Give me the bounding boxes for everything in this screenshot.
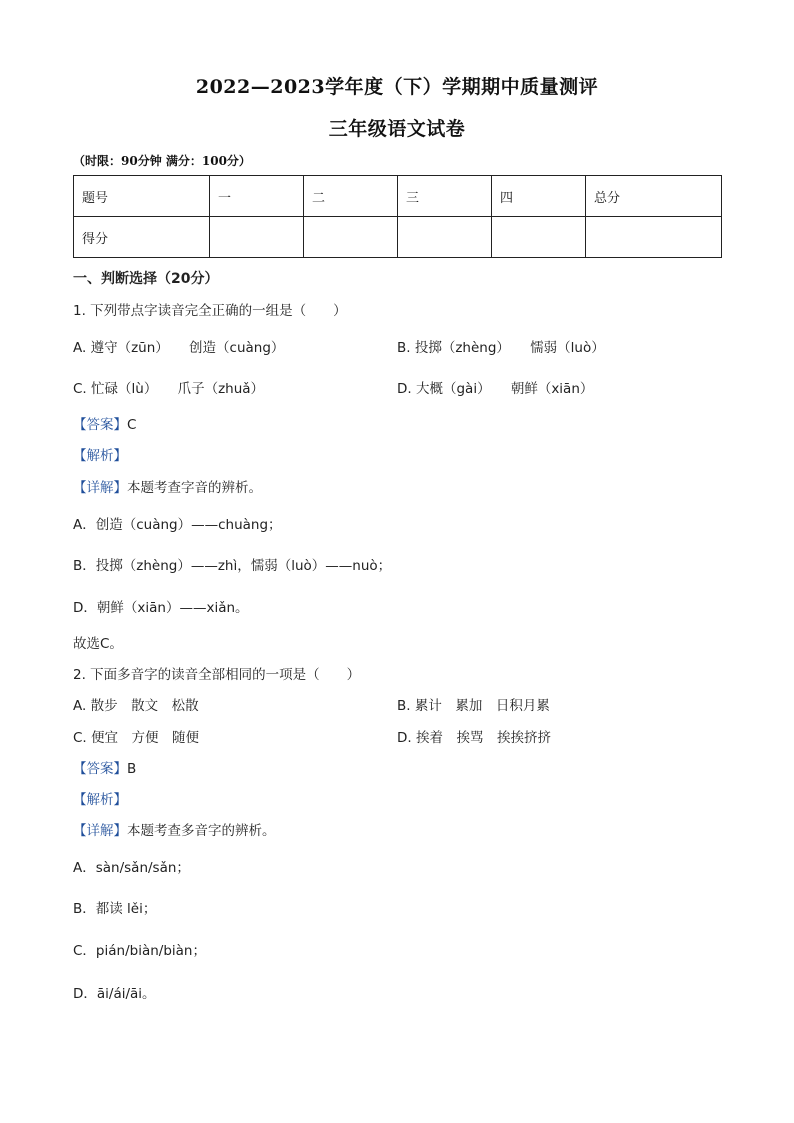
- cell-score-3[interactable]: [398, 217, 492, 258]
- q2-option-c: C. 便宜 方便 随便: [73, 730, 200, 746]
- detail-tag: 【详解】: [73, 480, 127, 496]
- q1-conclusion: 故选C。: [73, 636, 123, 652]
- cell-total: 总分: [586, 176, 722, 217]
- q1-option-b: B. 投掷（zhèng） 懦弱（luò）: [397, 340, 605, 356]
- q1-option-a: A. 遵守（zūn） 创造（cuàng）: [73, 340, 285, 356]
- q1-analysis-tag: 【解析】: [73, 448, 127, 464]
- q1-explain-b: B．投掷（zhèng）——zhì，懦弱（luò）——nuò；: [73, 558, 392, 574]
- cell-score-label: 得分: [74, 217, 210, 258]
- q1-option-c: C. 忙碌（lù） 爪子（zhuǎ）: [73, 381, 265, 397]
- q1-option-d: D. 大概（gài） 朝鲜（xiān）: [397, 381, 594, 397]
- cell-score-4[interactable]: [492, 217, 586, 258]
- detail-tag: 【详解】: [73, 823, 127, 839]
- q2-explain-a: A．sàn/sǎn/sǎn；: [73, 860, 190, 876]
- q2-answer: [73, 757, 136, 777]
- cell-section-2: 二: [304, 176, 398, 217]
- q1-answer: [73, 413, 136, 433]
- detail-text: 本题考查字音的辨析。: [127, 480, 262, 496]
- cell-section-4: 四: [492, 176, 586, 217]
- cell-score-total[interactable]: [586, 217, 722, 258]
- q2-option-b: B. 累计 累加 日积月累: [397, 698, 550, 714]
- cell-score-2[interactable]: [304, 217, 398, 258]
- answer-value: B: [127, 761, 137, 777]
- time-limit-info: （时限：90分钟 满分：100分）: [73, 154, 251, 168]
- q2-analysis-tag: 【解析】: [73, 792, 127, 808]
- score-table-score-row: [74, 217, 722, 258]
- cell-question-number-label: 题号: [74, 176, 210, 217]
- q1-explain-a: A．创造（cuàng）——chuàng；: [73, 517, 282, 533]
- score-table: [73, 175, 722, 258]
- q2-explain-c: C．pián/biàn/biàn；: [73, 943, 206, 959]
- answer-value: C: [127, 417, 137, 433]
- answer-tag: 【答案】: [73, 761, 127, 777]
- q2-explain-d: D．āi/ái/āi。: [73, 986, 156, 1002]
- q1-detail: [73, 476, 262, 496]
- exam-title: 2022—2023学年度（下）学期期中质量测评: [195, 76, 599, 98]
- q2-detail: [73, 819, 276, 839]
- q1-stem: 1. 下列带点字读音完全正确的一组是（ ）: [73, 303, 347, 319]
- exam-subtitle: 三年级语文试卷: [328, 118, 466, 140]
- q2-stem: 2. 下面多音字的读音全部相同的一项是（ ）: [73, 667, 361, 683]
- section-heading: 一、判断选择（20分）: [73, 271, 219, 287]
- answer-tag: 【答案】: [73, 417, 127, 433]
- q2-explain-b: B．都读 lěi；: [73, 901, 157, 917]
- score-table-header-row: [74, 176, 722, 217]
- cell-section-1: 一: [210, 176, 304, 217]
- detail-text: 本题考查多音字的辨析。: [127, 823, 276, 839]
- q1-explain-d: D．朝鲜（xiān）——xiǎn。: [73, 600, 249, 616]
- q2-option-d: D. 挨着 挨骂 挨挨挤挤: [397, 730, 551, 746]
- cell-score-1[interactable]: [210, 217, 304, 258]
- q2-option-a: A. 散步 散文 松散: [73, 698, 199, 714]
- cell-section-3: 三: [398, 176, 492, 217]
